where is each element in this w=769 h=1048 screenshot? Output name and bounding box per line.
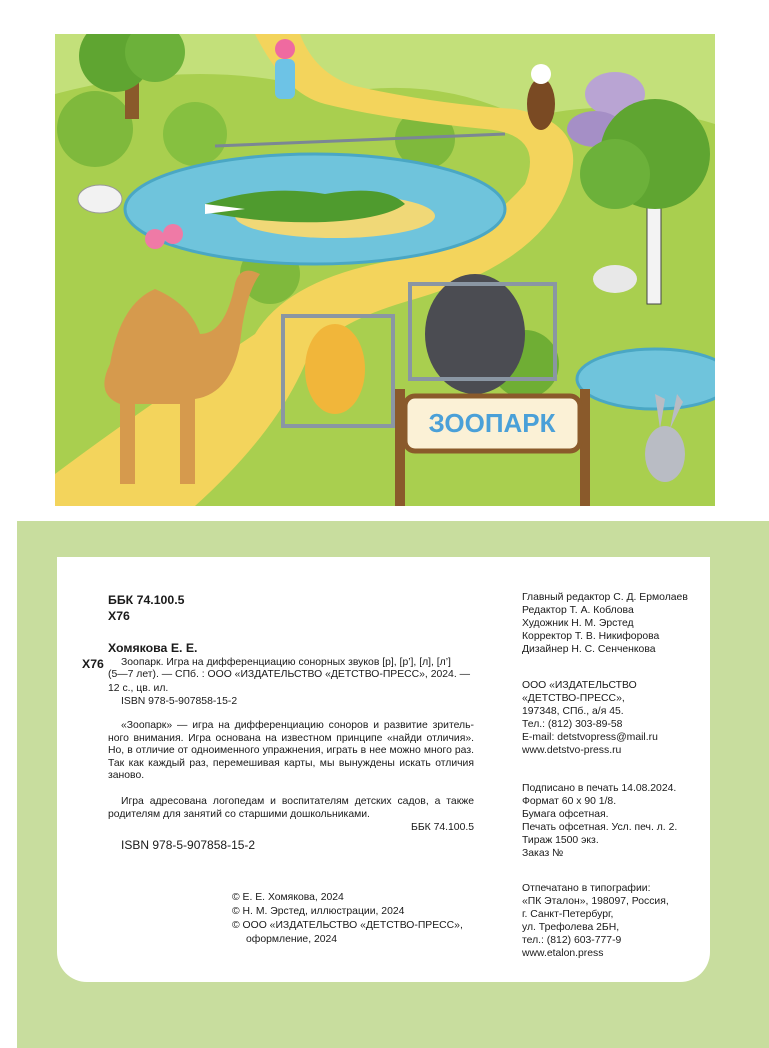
bbk-small: ББК 74.100.5 <box>411 822 475 833</box>
publisher-website: www.detstvo-press.ru <box>522 745 622 756</box>
credit-chief-editor: Главный редактор С. Д. Ермолаев <box>522 592 688 603</box>
printer-heading: Отпечатано в типографии: <box>522 883 651 894</box>
isbn-large: ISBN 978-5-907858-15-2 <box>121 838 256 852</box>
credit-designer: Дизайнер Н. С. Сенченкова <box>522 644 656 655</box>
crane <box>593 265 637 293</box>
publisher-line: «ДЕТСТВО-ПРЕСС», <box>522 693 625 704</box>
isbn-line: ISBN 978-5-907858-15-2 <box>121 696 238 707</box>
rose <box>145 229 165 249</box>
seagull <box>78 185 122 213</box>
girl-helmet <box>275 39 295 59</box>
printer-website: www.etalon.press <box>522 948 604 959</box>
print-order: Заказ № <box>522 848 564 859</box>
credit-editor: Редактор Т. А. Коблова <box>522 605 634 616</box>
annotation-paragraph-2: Игра адресована логопедам и воспитателям детских садов, а также родителям для занятий со старшими дошкольниками. <box>108 796 474 820</box>
small-pond <box>577 349 715 409</box>
biblio-line-1: Зоопарк. Игра на дифференциацию сонорных звуков [р], [р’], [л], [л’] <box>121 657 451 668</box>
printer-street: ул. Трефолева 2БН, <box>522 922 620 933</box>
copyright-publisher: © ООО «ИЗДАТЕЛЬСТВО «ДЕТСТВО-ПРЕСС», <box>232 920 463 931</box>
eagle-head <box>531 64 551 84</box>
gorilla <box>425 274 525 394</box>
rose <box>163 224 183 244</box>
credit-proofreader: Корректор Т. В. Никифорова <box>522 631 660 642</box>
bbk-code: ББК 74.100.5 <box>108 593 185 607</box>
biblio-line-2: (5—7 лет). — СПб. : ООО «ИЗДАТЕЛЬСТВО «ДЕТСТВО-ПРЕСС», 2024. — <box>108 669 470 680</box>
author-mark-side: Х76 <box>82 657 104 671</box>
cheetah <box>305 324 365 414</box>
rabbit <box>645 426 685 482</box>
bush <box>57 91 133 167</box>
tree-crown <box>580 139 650 209</box>
bush <box>163 102 227 166</box>
author-name: Хомякова Е. Е. <box>108 641 198 655</box>
publisher-line: ООО «ИЗДАТЕЛЬСТВО <box>522 680 637 691</box>
print-run: Тираж 1500 экз. <box>522 835 599 846</box>
zoo-illustration <box>55 34 715 506</box>
credit-artist: Художник Н. М. Эрстед <box>522 618 634 629</box>
printer-city: г. Санкт-Петербург, <box>522 909 614 920</box>
copyright-illustrator: © Н. М. Эрстед, иллюстрации, 2024 <box>232 906 405 917</box>
publisher-email: E-mail: detstvopress@mail.ru <box>522 732 658 743</box>
biblio-line-3: 12 с., цв. ил. <box>108 683 169 694</box>
print-paper: Бумага офсетная. <box>522 809 609 820</box>
eagle <box>527 78 555 130</box>
copyright-design: оформление, 2024 <box>246 934 338 945</box>
printer-phone: тел.: (812) 603-777-9 <box>522 935 622 946</box>
zoo-sign-text: ЗООПАРК <box>428 408 556 438</box>
publisher-address: 197348, СПб., а/я 45. <box>522 706 624 717</box>
print-format: Формат 60 х 90 1/8. <box>522 796 617 807</box>
girl <box>275 59 295 99</box>
publisher-phone: Тел.: (812) 303-89-58 <box>522 719 623 730</box>
print-method: Печать офсетная. Усл. печ. л. 2. <box>522 822 678 833</box>
printer-name: «ПК Эталон», 198097, Россия, <box>522 896 669 907</box>
copyright-author: © Е. Е. Хомякова, 2024 <box>232 892 344 903</box>
annotation-paragraph-1: «Зоопарк» — игра на дифференциацию соноров и развитие зрительного внимания. Игра основана на известном принципе «найди отличия». Но, в отличие от одноименного упражнения, играть в нее можно много раз. Так как каждый раз, перемешивая карты, мы вынуждены искать отличия заново. <box>108 720 474 782</box>
author-mark: Х76 <box>108 609 130 623</box>
print-signed-date: Подписано в печать 14.08.2024. <box>522 783 677 794</box>
